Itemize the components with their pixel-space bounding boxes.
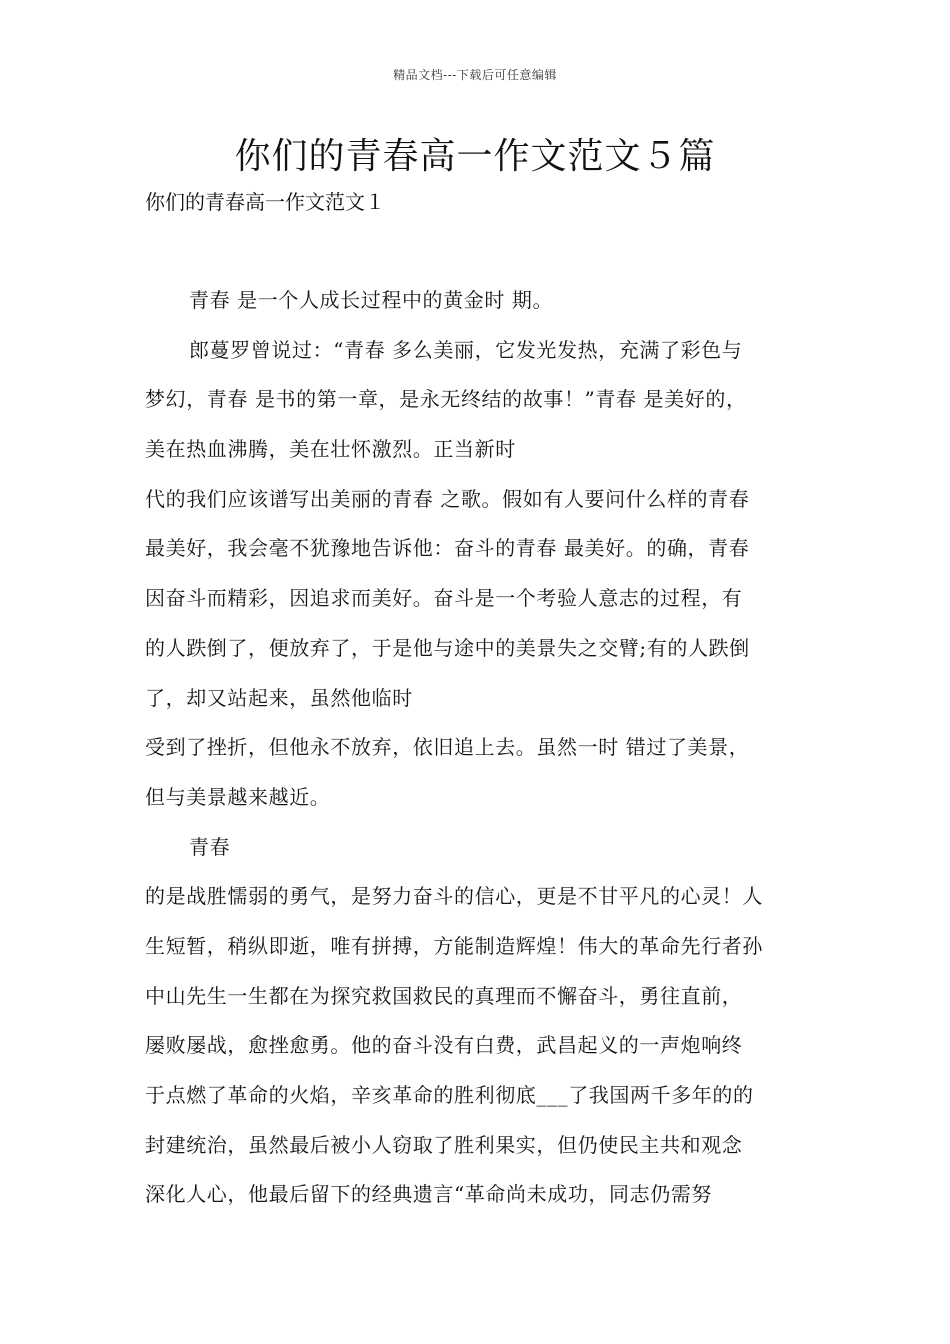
text-line: 的人跌倒了，便放弃了，于是他与途中的美景失之交臂;有的人跌倒	[145, 635, 750, 660]
document-subtitle: 你们的青春高一作文范文１	[145, 190, 385, 214]
text-line: 深化人心，他最后留下的经典遗言“革命尚未成功，同志仍需努	[145, 1182, 713, 1207]
text-line: 中山先生一生都在为探究救国救民的真理而不懈奋斗，勇往直前，	[145, 983, 743, 1008]
text-line: 美在热血沸腾，美在壮怀激烈。正当新时	[145, 437, 516, 462]
text-line: 梦幻，青春 是书的第一章，是永无终结的故事！”青春 是美好的，	[145, 387, 747, 412]
body-text	[145, 285, 810, 1229]
text-line: 青春	[189, 834, 231, 859]
document-title: 你们的青春高一作文范文５篇	[234, 136, 716, 177]
text-line: 最美好，我会毫不犹豫地告诉他：奋斗的青春 最美好。的确，青春	[145, 536, 750, 561]
text-line: 青春 是一个人成长过程中的黄金时 期。	[189, 288, 554, 312]
text-line: 代的我们应该谱写出美丽的青春 之歌。假如有人要问什么样的青春	[145, 486, 750, 511]
text-line: 屡败屡战，愈挫愈勇。他的奋斗没有白费，武昌起义的一声炮响终	[145, 1033, 743, 1058]
text-line: 的是战胜懦弱的勇气，是努力奋斗的信心，更是不甘平凡的心灵！人	[145, 884, 763, 909]
header-note: 精品文档---下载后可任意编辑	[393, 68, 557, 82]
text-line: 但与美景越来越近。	[145, 784, 331, 809]
text-line: 郎蔓罗曾说过：“青春 多么美丽，它发光发热，充满了彩色与	[189, 337, 743, 362]
text-line: 了，却又站起来，虽然他临时	[145, 685, 413, 710]
text-line: 生短暂，稍纵即逝，唯有拼搏，方能制造辉煌！伟大的革命先行者孙	[145, 933, 763, 958]
text-line: 受到了挫折，但他永不放弃，依旧追上去。虽然一时 错过了美景，	[145, 735, 750, 760]
text-line: 因奋斗而精彩，因追求而美好。奋斗是一个考验人意志的过程，有	[145, 586, 743, 611]
text-line: 封建统治，虽然最后被小人窃取了胜利果实，但仍使民主共和观念	[145, 1132, 743, 1157]
text-line: 于点燃了革命的火焰，辛亥革命的胜利彻底___了我国两千多年的的	[145, 1083, 754, 1107]
